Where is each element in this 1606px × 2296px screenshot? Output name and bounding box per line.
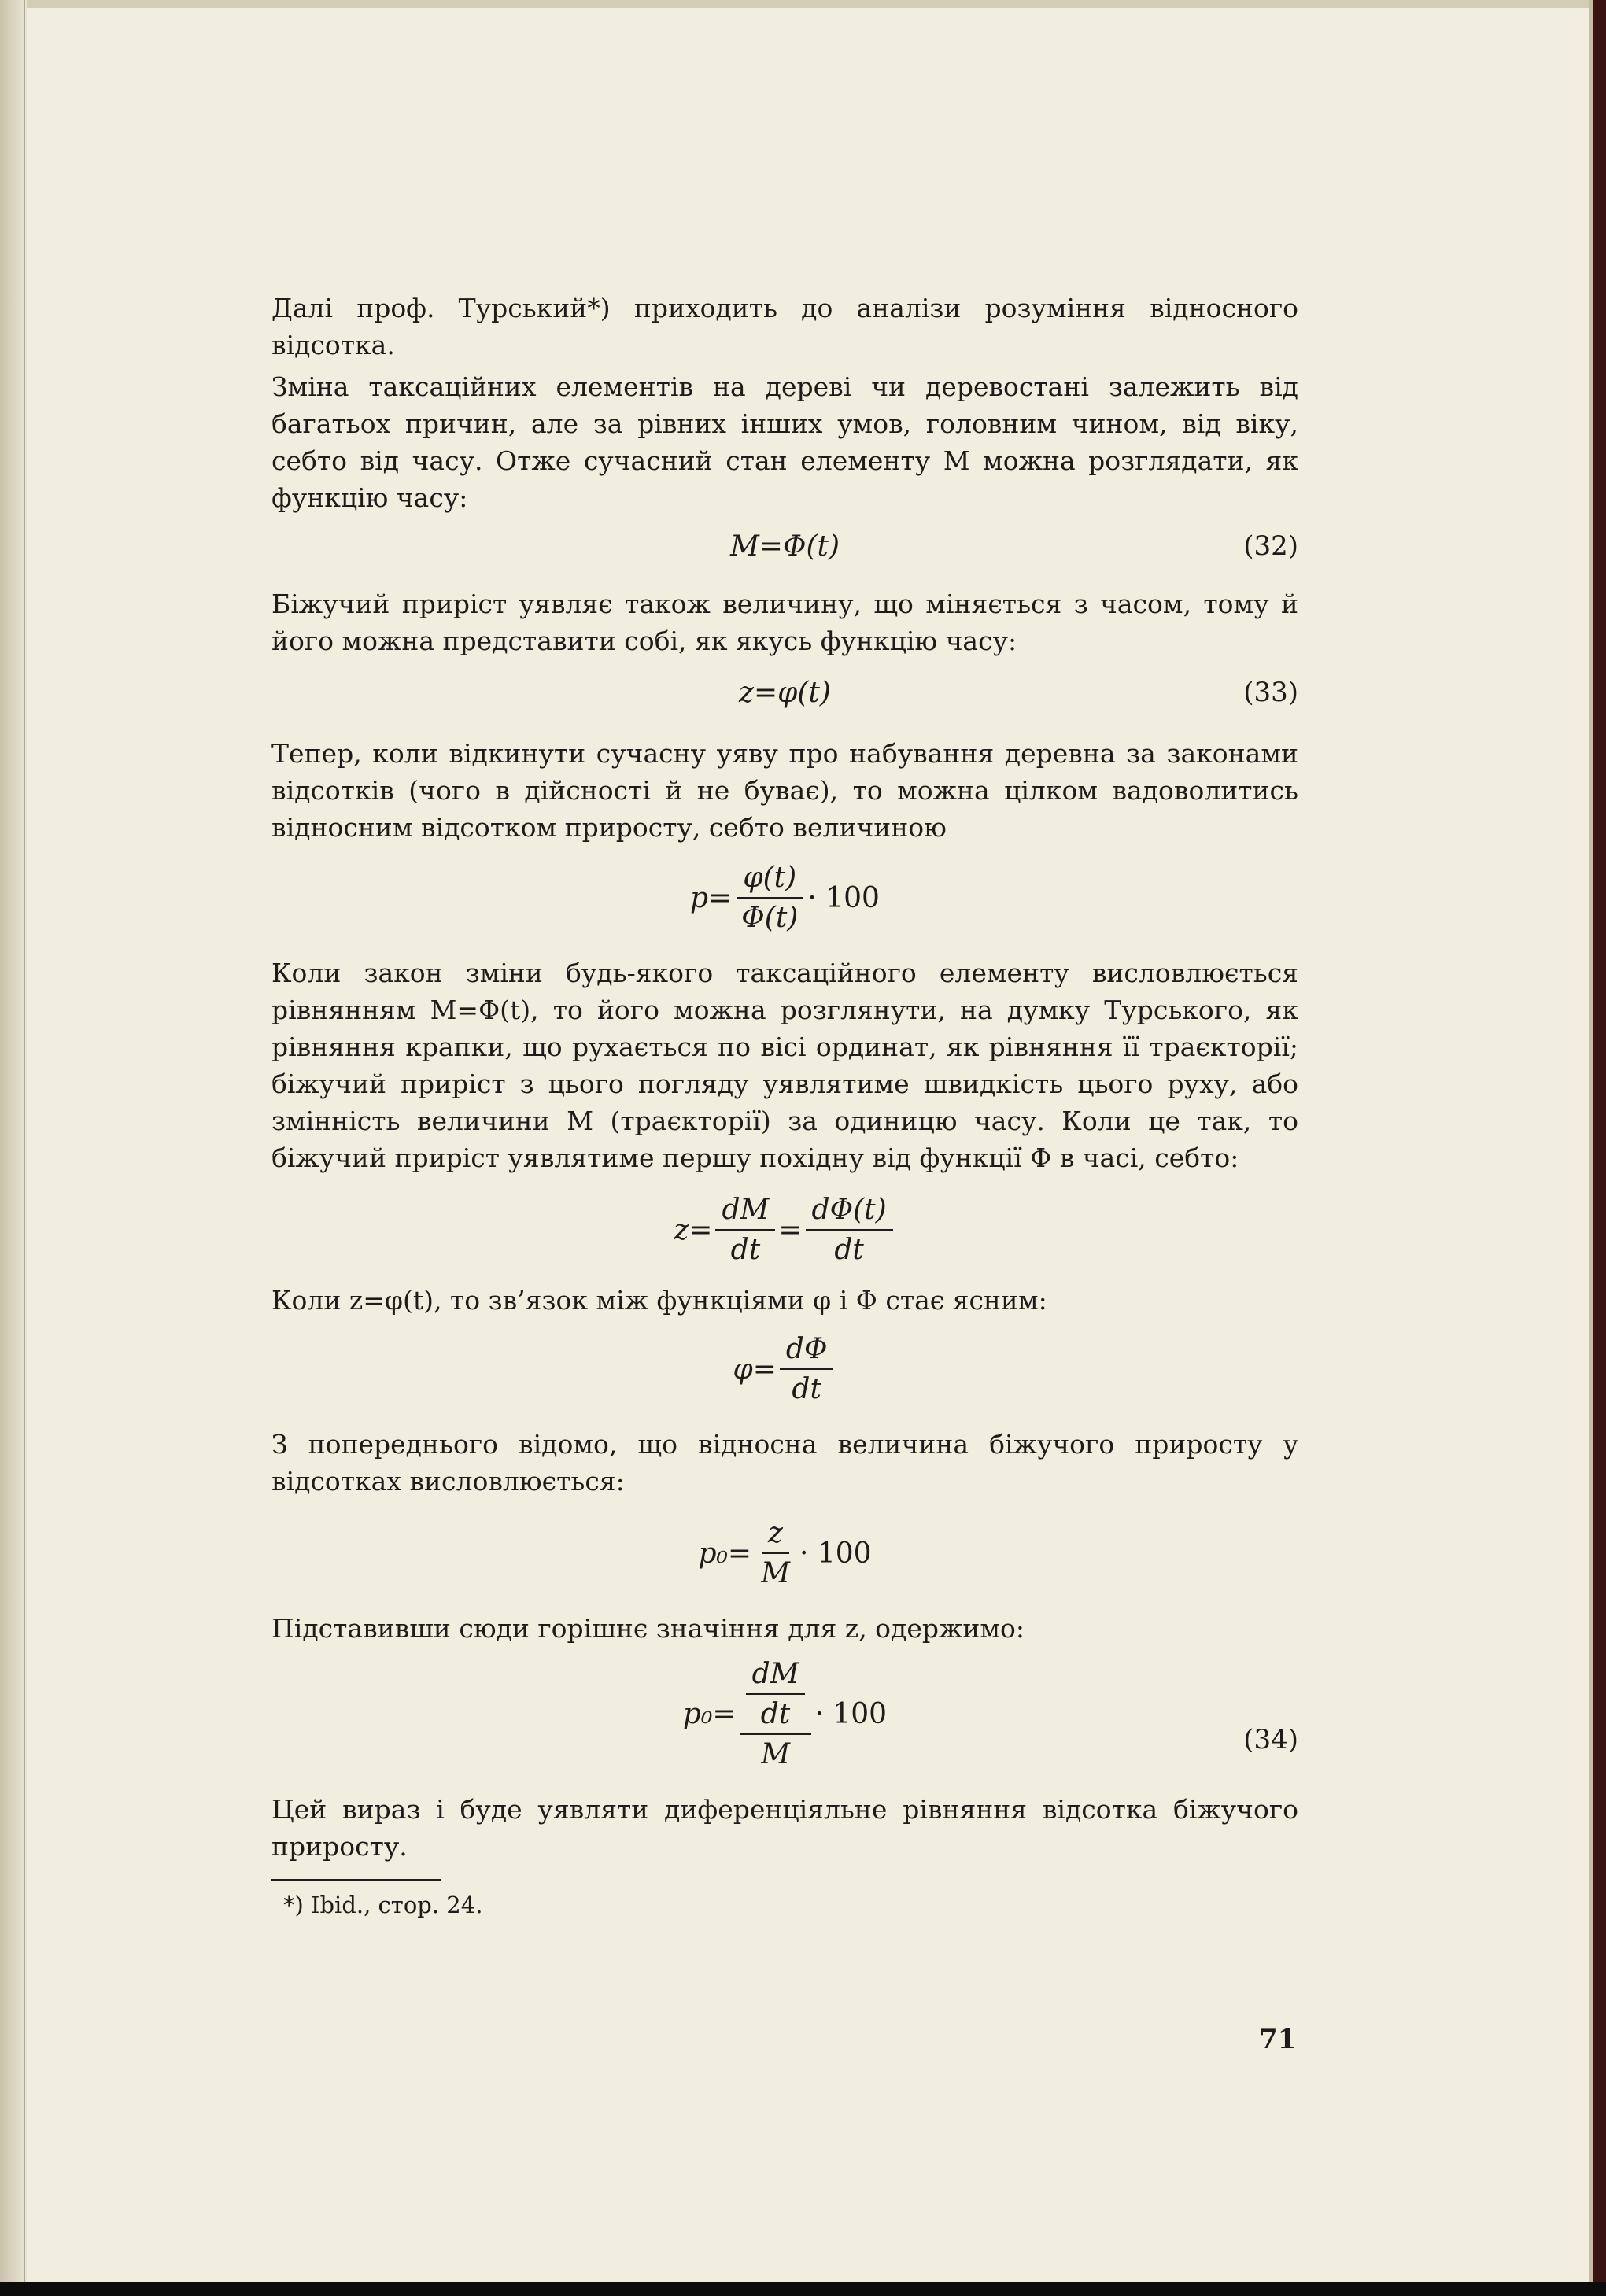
page-number: 71 xyxy=(1259,2024,1297,2055)
formula-p0-denominator: M xyxy=(761,1557,790,1589)
formula-z-equals: = xyxy=(778,1213,803,1246)
formula-34-lhs: p₀= xyxy=(682,1698,737,1730)
paragraph-relation: Коли z=φ(t), то зв’язок між функціями φ і Φ стає ясним: xyxy=(271,1285,1047,1316)
formula-p0-multiplier: · 100 xyxy=(799,1537,872,1570)
formula-34-fraction xyxy=(740,1658,812,1770)
formula-phi-fraction xyxy=(780,1333,834,1405)
page-body xyxy=(271,290,1298,1918)
formula-33-expression: z=φ(t) xyxy=(739,677,831,709)
footnote: *) Ibid., стор. 24. xyxy=(283,1892,483,1918)
formula-p0-fraction xyxy=(755,1517,796,1589)
paragraph-relative-percent: Тепер, коли відкинути сучасну уяву про набування деревна за законами відсотків (чого в дійсності й не буває), то можна цілком вадоволитись відносним відсотком приросту, себто величиною xyxy=(271,738,1298,843)
formula-34-number: (34) xyxy=(1243,1724,1298,1755)
formula-34-inner-numerator: dM xyxy=(746,1658,806,1695)
formula-z-fraction-1 xyxy=(715,1194,775,1266)
formula-z-lhs: z= xyxy=(674,1213,713,1246)
formula-phi-lhs: φ= xyxy=(733,1353,777,1386)
page-edge-right xyxy=(1593,0,1606,2296)
formula-phi-numerator: dΦ xyxy=(780,1333,834,1370)
formula-z-numerator-2: dΦ(t) xyxy=(806,1194,893,1231)
formula-34-inner-denominator: dt xyxy=(760,1698,791,1730)
formula-34-numerator xyxy=(740,1658,812,1735)
formula-32-number: (32) xyxy=(1243,530,1298,562)
formula-32-expression: M=Φ(t) xyxy=(729,530,840,563)
formula-phi xyxy=(271,1333,1298,1405)
paragraph-change: Зміна таксаційних елементів на дереві чи деревостані залежить від багатьох причин, але за рівних інших умов, головним чином, від віку, себто від часу. Отже сучасний стан елементу M можна розглядати, як функцію часу: xyxy=(271,371,1298,513)
formula-34-inner-fraction xyxy=(746,1658,806,1730)
formula-34 xyxy=(271,1658,1298,1770)
formula-33-number: (33) xyxy=(1243,677,1298,708)
formula-p0-lhs: p₀= xyxy=(698,1537,752,1570)
formula-z xyxy=(271,1194,1298,1266)
formula-p-fraction xyxy=(735,862,804,934)
formula-34-multiplier: · 100 xyxy=(814,1698,888,1730)
paragraph-law-of-change: Коли закон зміни будь-якого таксаційного елементу висловлюється рівнянням M=Φ(t), то його можна розглянути, на думку Турського, як рівняння крапки, що рухається по вісі ординат, як рівняння її траєкторії; біжучий приріст з цього погляду уявлятиме швидкість цього руху, або змінність величини M (траєкторії) за одиницю часу. Коли це так, то біжучий приріст уявлятиме першу похідну від функції Φ в часі, себто: xyxy=(271,958,1298,1173)
paragraph-intro: Далі проф. Турський*) приходить до аналізи розуміння відносного відсотка. xyxy=(271,293,1298,360)
formula-z-denominator-2: dt xyxy=(834,1234,864,1266)
formula-p-numerator: φ(t) xyxy=(737,862,803,899)
formula-p-lhs: p= xyxy=(690,881,733,914)
formula-33 xyxy=(271,677,1298,724)
page-edge-left xyxy=(0,0,27,2296)
formula-p-multiplier: · 100 xyxy=(807,881,880,914)
formula-34-denominator: M xyxy=(761,1738,790,1770)
formula-phi-denominator: dt xyxy=(792,1373,821,1405)
paragraph-substitute: Підставивши сюди горішнє значіння для z, одержимо: xyxy=(271,1613,1025,1644)
formula-p-denominator: Φ(t) xyxy=(741,902,799,934)
formula-z-numerator-1: dM xyxy=(715,1194,775,1231)
formula-32 xyxy=(271,530,1298,578)
page-edge-bottom xyxy=(0,2282,1606,2296)
formula-z-denominator-1: dt xyxy=(730,1234,761,1266)
page-edge-top xyxy=(0,0,1606,8)
formula-z-fraction-2 xyxy=(806,1194,893,1266)
formula-p0 xyxy=(271,1517,1298,1589)
paragraph-conclusion: Цей вираз і буде уявляти диференціяльне рівняння відсотка біжучого приросту. xyxy=(271,1794,1298,1862)
footnote-rule xyxy=(271,1879,441,1881)
paragraph-current-growth: Біжучий приріст уявляє також величину, що міняється з часом, тому й його можна представити собі, як якусь функцію часу: xyxy=(271,589,1298,656)
formula-p0-numerator: z xyxy=(762,1517,789,1554)
formula-p xyxy=(271,862,1298,934)
paragraph-previous: З попереднього відомо, що відносна величина біжучого приросту у відсотках висловлюється: xyxy=(271,1429,1298,1497)
formula-34-expression xyxy=(271,1658,1298,1770)
